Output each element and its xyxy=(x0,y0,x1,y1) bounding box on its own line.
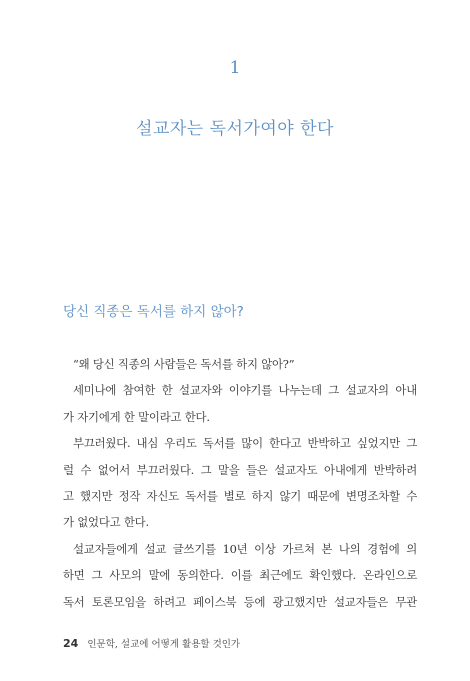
body-line: 럴 수 없어서 부끄러웠다. 그 말을 들은 설교자도 아내에게 반박하려 xyxy=(63,462,417,477)
body-line: 가 자기에게 한 말이라고 한다. xyxy=(63,409,210,424)
body-line: 고 했지만 정작 자신도 독서를 별로 하지 않기 때문에 변명조차할 수 xyxy=(63,488,417,503)
body-line: 부끄러웠다. 내심 우리도 독서를 많이 한다고 반박하고 싶었지만 그 xyxy=(73,436,417,451)
body-line: 독서 토론모임을 하려고 페이스북 등에 광고했지만 설교자들은 무관 xyxy=(63,594,417,609)
running-book-title: 인문학, 설교에 어떻게 활용할 것인가 xyxy=(87,639,241,650)
page-number: 24 xyxy=(63,637,79,650)
body-line: 하면 그 사모의 말에 동의한다. 이를 최근에도 확인했다. 온라인으로 xyxy=(63,568,417,583)
body-line: 가 없었다고 한다. xyxy=(63,515,149,530)
body-line: 세미나에 참여한 한 설교자와 이야기를 나누는데 그 설교자의 아내 xyxy=(73,383,417,398)
body-line-quote: “왜 당신 직종의 사람들은 독서를 하지 않아?” xyxy=(73,357,295,371)
page-footer xyxy=(63,636,240,650)
chapter-number: 1 xyxy=(229,58,241,78)
chapter-title: 설교자는 독서가여야 한다 xyxy=(136,119,334,139)
body-text xyxy=(63,351,417,615)
body-line: 설교자들에게 설교 글쓰기를 10년 이상 가르쳐 본 나의 경험에 의 xyxy=(73,541,417,556)
section-heading: 당신 직종은 독서를 하지 않아? xyxy=(63,304,244,320)
